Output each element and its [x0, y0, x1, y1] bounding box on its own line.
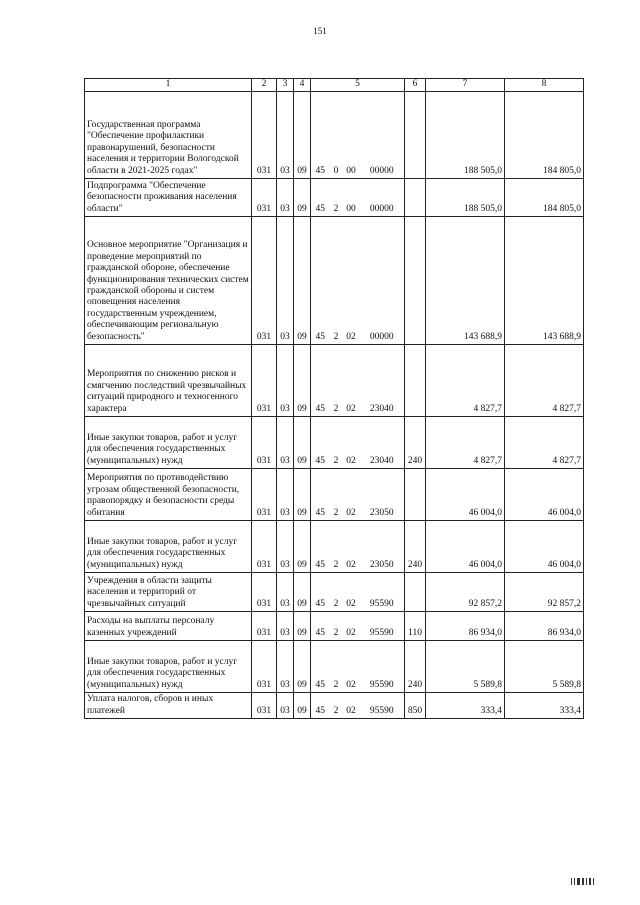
row-target-subprogram: 2 [330, 417, 343, 469]
row-amount-year1: 86 934,0 [426, 612, 505, 641]
row-target-subprogram: 2 [330, 612, 343, 641]
row-name: Расходы на выплаты персоналу казенных учреждений [85, 612, 252, 641]
column-header-6: 6 [405, 79, 426, 92]
column-header-5: 5 [311, 79, 405, 92]
row-target-subprogram: 0 [330, 92, 343, 179]
row-target-direction: 95590 [360, 612, 405, 641]
table-row [85, 469, 584, 521]
row-amount-year2: 143 688,9 [505, 217, 584, 345]
row-amount-year1: 4 827,7 [426, 417, 505, 469]
row-target-subprogram: 2 [330, 469, 343, 521]
row-amount-year1: 46 004,0 [426, 521, 505, 573]
row-target-direction: 00000 [360, 217, 405, 345]
row-subsection: 09 [294, 179, 311, 217]
row-expense-type: 240 [405, 521, 426, 573]
row-name: Иные закупки товаров, работ и услуг для обеспечения государственных (муниципальных) нужд [85, 641, 252, 693]
column-header-2: 2 [252, 79, 277, 92]
row-target-subprogram: 2 [330, 641, 343, 693]
row-amount-year1: 46 004,0 [426, 469, 505, 521]
row-target-direction: 23040 [360, 345, 405, 417]
table-row [85, 217, 584, 345]
row-grbs: 031 [252, 179, 277, 217]
table-row [85, 573, 584, 612]
row-target-program: 45 [311, 179, 330, 217]
row-target-direction: 23040 [360, 417, 405, 469]
table-row [85, 693, 584, 719]
row-grbs: 031 [252, 469, 277, 521]
row-section: 03 [277, 179, 294, 217]
row-subsection: 09 [294, 521, 311, 573]
row-amount-year2: 4 827,7 [505, 345, 584, 417]
column-header-7: 7 [426, 79, 505, 92]
row-subsection: 09 [294, 693, 311, 719]
barcode-mark [571, 878, 594, 885]
row-grbs: 031 [252, 345, 277, 417]
row-target-program: 45 [311, 521, 330, 573]
row-target-direction: 00000 [360, 179, 405, 217]
row-target-activity: 02 [343, 641, 360, 693]
row-target-subprogram: 2 [330, 521, 343, 573]
table-row [85, 641, 584, 693]
row-section: 03 [277, 217, 294, 345]
row-amount-year2: 184 805,0 [505, 92, 584, 179]
row-name: Иные закупки товаров, работ и услуг для обеспечения государственных (муниципальных) нужд [85, 521, 252, 573]
row-expense-type [405, 179, 426, 217]
row-grbs: 031 [252, 612, 277, 641]
table-row [85, 417, 584, 469]
table-header-row [85, 79, 584, 92]
row-target-direction: 23050 [360, 469, 405, 521]
row-grbs: 031 [252, 521, 277, 573]
row-subsection: 09 [294, 92, 311, 179]
row-expense-type [405, 217, 426, 345]
row-amount-year2: 86 934,0 [505, 612, 584, 641]
row-target-program: 45 [311, 92, 330, 179]
row-target-program: 45 [311, 417, 330, 469]
row-target-program: 45 [311, 469, 330, 521]
row-name: Уплата налогов, сборов и иных платежей [85, 693, 252, 719]
column-header-4: 4 [294, 79, 311, 92]
row-target-activity: 02 [343, 217, 360, 345]
row-expense-type: 110 [405, 612, 426, 641]
row-target-subprogram: 2 [330, 693, 343, 719]
table-row [85, 345, 584, 417]
row-section: 03 [277, 92, 294, 179]
row-amount-year2: 5 589,8 [505, 641, 584, 693]
row-expense-type [405, 345, 426, 417]
row-expense-type: 240 [405, 641, 426, 693]
table-row [85, 521, 584, 573]
row-amount-year1: 188 505,0 [426, 92, 505, 179]
row-target-subprogram: 2 [330, 179, 343, 217]
row-grbs: 031 [252, 693, 277, 719]
row-subsection: 09 [294, 345, 311, 417]
row-target-subprogram: 2 [330, 345, 343, 417]
row-amount-year1: 143 688,9 [426, 217, 505, 345]
row-target-direction: 95590 [360, 693, 405, 719]
row-target-direction: 23050 [360, 521, 405, 573]
row-name: Основное мероприятие "Организация и проведение мероприятий по гражданской обороне, обеспечение функционирования технических систем гражданской обороны и систем оповещения населения государственным учреждением, обеспечивающим региональную безопасность" [85, 217, 252, 345]
row-amount-year2: 46 004,0 [505, 521, 584, 573]
row-target-activity: 02 [343, 612, 360, 641]
row-amount-year2: 92 857,2 [505, 573, 584, 612]
table-row [85, 92, 584, 179]
row-amount-year1: 333,4 [426, 693, 505, 719]
budget-table [84, 78, 584, 719]
row-expense-type [405, 573, 426, 612]
row-grbs: 031 [252, 217, 277, 345]
row-target-direction: 95590 [360, 641, 405, 693]
row-expense-type [405, 469, 426, 521]
row-section: 03 [277, 641, 294, 693]
row-name: Мероприятия по снижению рисков и смягчению последствий чрезвычайных ситуаций природного и техногенного характера [85, 345, 252, 417]
row-subsection: 09 [294, 641, 311, 693]
row-amount-year1: 4 827,7 [426, 345, 505, 417]
row-section: 03 [277, 521, 294, 573]
row-target-activity: 00 [343, 92, 360, 179]
row-section: 03 [277, 417, 294, 469]
row-section: 03 [277, 612, 294, 641]
row-section: 03 [277, 469, 294, 521]
row-section: 03 [277, 693, 294, 719]
row-target-activity: 02 [343, 693, 360, 719]
column-header-8: 8 [505, 79, 584, 92]
row-target-activity: 02 [343, 521, 360, 573]
row-target-program: 45 [311, 693, 330, 719]
row-target-direction: 00000 [360, 92, 405, 179]
row-target-program: 45 [311, 345, 330, 417]
row-expense-type: 850 [405, 693, 426, 719]
row-expense-type: 240 [405, 417, 426, 469]
row-target-activity: 02 [343, 417, 360, 469]
row-amount-year1: 92 857,2 [426, 573, 505, 612]
row-grbs: 031 [252, 417, 277, 469]
row-target-program: 45 [311, 641, 330, 693]
row-target-program: 45 [311, 573, 330, 612]
row-grbs: 031 [252, 641, 277, 693]
row-subsection: 09 [294, 217, 311, 345]
page-number: 151 [313, 26, 327, 36]
table-row [85, 179, 584, 217]
row-section: 03 [277, 573, 294, 612]
row-subsection: 09 [294, 573, 311, 612]
row-name: Учреждения в области защиты населения и территорий от чрезвычайных ситуаций [85, 573, 252, 612]
row-target-program: 45 [311, 217, 330, 345]
row-target-subprogram: 2 [330, 217, 343, 345]
row-amount-year1: 5 589,8 [426, 641, 505, 693]
row-target-activity: 02 [343, 469, 360, 521]
row-amount-year1: 188 505,0 [426, 179, 505, 217]
row-target-direction: 95590 [360, 573, 405, 612]
row-name: Подпрограмма "Обеспечение безопасности проживания населения области" [85, 179, 252, 217]
row-name: Мероприятия по противодействию угрозам общественной безопасности, правопорядку и безопасности среды обитания [85, 469, 252, 521]
row-target-activity: 02 [343, 573, 360, 612]
row-amount-year2: 46 004,0 [505, 469, 584, 521]
row-grbs: 031 [252, 92, 277, 179]
row-amount-year2: 4 827,7 [505, 417, 584, 469]
row-target-activity: 02 [343, 345, 360, 417]
row-target-subprogram: 2 [330, 573, 343, 612]
row-amount-year2: 333,4 [505, 693, 584, 719]
row-subsection: 09 [294, 612, 311, 641]
row-target-program: 45 [311, 612, 330, 641]
table-row [85, 612, 584, 641]
row-section: 03 [277, 345, 294, 417]
row-expense-type [405, 92, 426, 179]
table-body [85, 92, 584, 719]
row-grbs: 031 [252, 573, 277, 612]
column-header-1: 1 [85, 79, 252, 92]
row-name: Иные закупки товаров, работ и услуг для обеспечения государственных (муниципальных) нужд [85, 417, 252, 469]
row-target-activity: 00 [343, 179, 360, 217]
row-subsection: 09 [294, 417, 311, 469]
column-header-3: 3 [277, 79, 294, 92]
row-subsection: 09 [294, 469, 311, 521]
row-name: Государственная программа "Обеспечение профилактики правонарушений, безопасности населения и территории Вологодской области в 2021-2025 годах" [85, 92, 252, 179]
row-amount-year2: 184 805,0 [505, 179, 584, 217]
